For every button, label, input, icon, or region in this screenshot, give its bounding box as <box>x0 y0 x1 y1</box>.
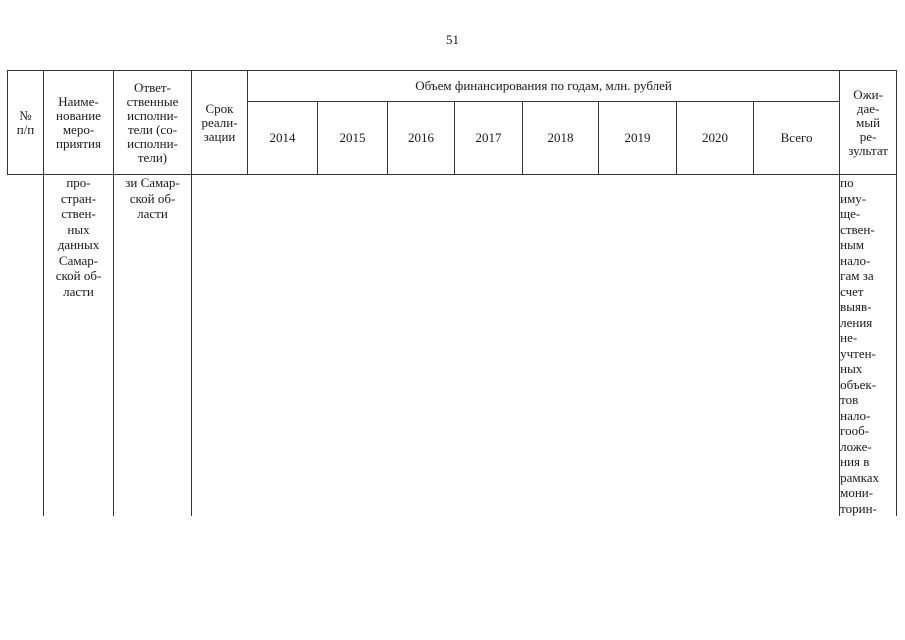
cell-2017 <box>455 175 523 517</box>
cell-2016 <box>388 175 455 517</box>
cell-result <box>840 175 897 517</box>
cell-term <box>192 175 248 517</box>
result-line: счет <box>840 283 864 299</box>
header-year-2018: 2018 <box>523 102 599 175</box>
header-year-2017: 2017 <box>455 102 523 175</box>
result-line: ния в <box>840 454 870 469</box>
result-line: ления <box>840 314 873 330</box>
cell-2020 <box>677 175 754 517</box>
header-total: Всего <box>754 102 840 175</box>
cell-2014 <box>248 175 318 517</box>
header-result: Ожи- дае- мый ре- зультат <box>840 71 897 175</box>
result-line: мони- <box>840 485 874 500</box>
cell-2018 <box>523 175 599 517</box>
header-year-2020: 2020 <box>677 102 754 175</box>
result-line: торин- <box>840 500 877 516</box>
cell-executors: зи Самар- ской об- ласти <box>114 175 192 517</box>
result-line: ложе- <box>840 438 872 454</box>
result-line: выяв- <box>840 299 872 314</box>
result-line: нало- <box>840 252 871 268</box>
result-line: тов <box>840 392 859 407</box>
cell-2015 <box>318 175 388 517</box>
cell-2019 <box>599 175 677 517</box>
header-year-2014: 2014 <box>248 102 318 175</box>
header-term: Срок реали- зации <box>192 71 248 175</box>
header-year-2016: 2016 <box>388 102 455 175</box>
page-number: 51 <box>446 32 459 47</box>
result-line: гам за <box>840 268 874 283</box>
result-line: ным <box>840 237 865 252</box>
result-line: по <box>840 175 854 190</box>
result-line: не- <box>840 330 858 345</box>
result-line: ствен- <box>840 221 875 237</box>
financing-table <box>7 70 897 516</box>
header-year-2019: 2019 <box>599 102 677 175</box>
result-line: объек- <box>840 376 877 392</box>
table-row <box>8 175 897 517</box>
header-number: № п/п <box>8 71 44 175</box>
result-line: рамках <box>840 469 879 485</box>
result-line: иму- <box>840 190 867 206</box>
result-line: ных <box>840 361 863 376</box>
result-line: учтен- <box>840 345 876 361</box>
header-executors: Ответ- ственные исполни- тели (со- исполни- тели) <box>114 71 192 175</box>
result-line: гооб- <box>840 423 870 438</box>
header-name: Наиме- нование меро- приятия <box>44 71 114 175</box>
header-financing: Объем финансирования по годам, млн. рублей <box>248 71 840 102</box>
result-line: ще- <box>840 206 861 221</box>
cell-number <box>8 175 44 517</box>
result-line: нало- <box>840 407 871 423</box>
header-year-2015: 2015 <box>318 102 388 175</box>
cell-name: про- стран- ствен- ных данных Самар- ской об- ласти <box>44 175 114 517</box>
cell-total <box>754 175 840 517</box>
